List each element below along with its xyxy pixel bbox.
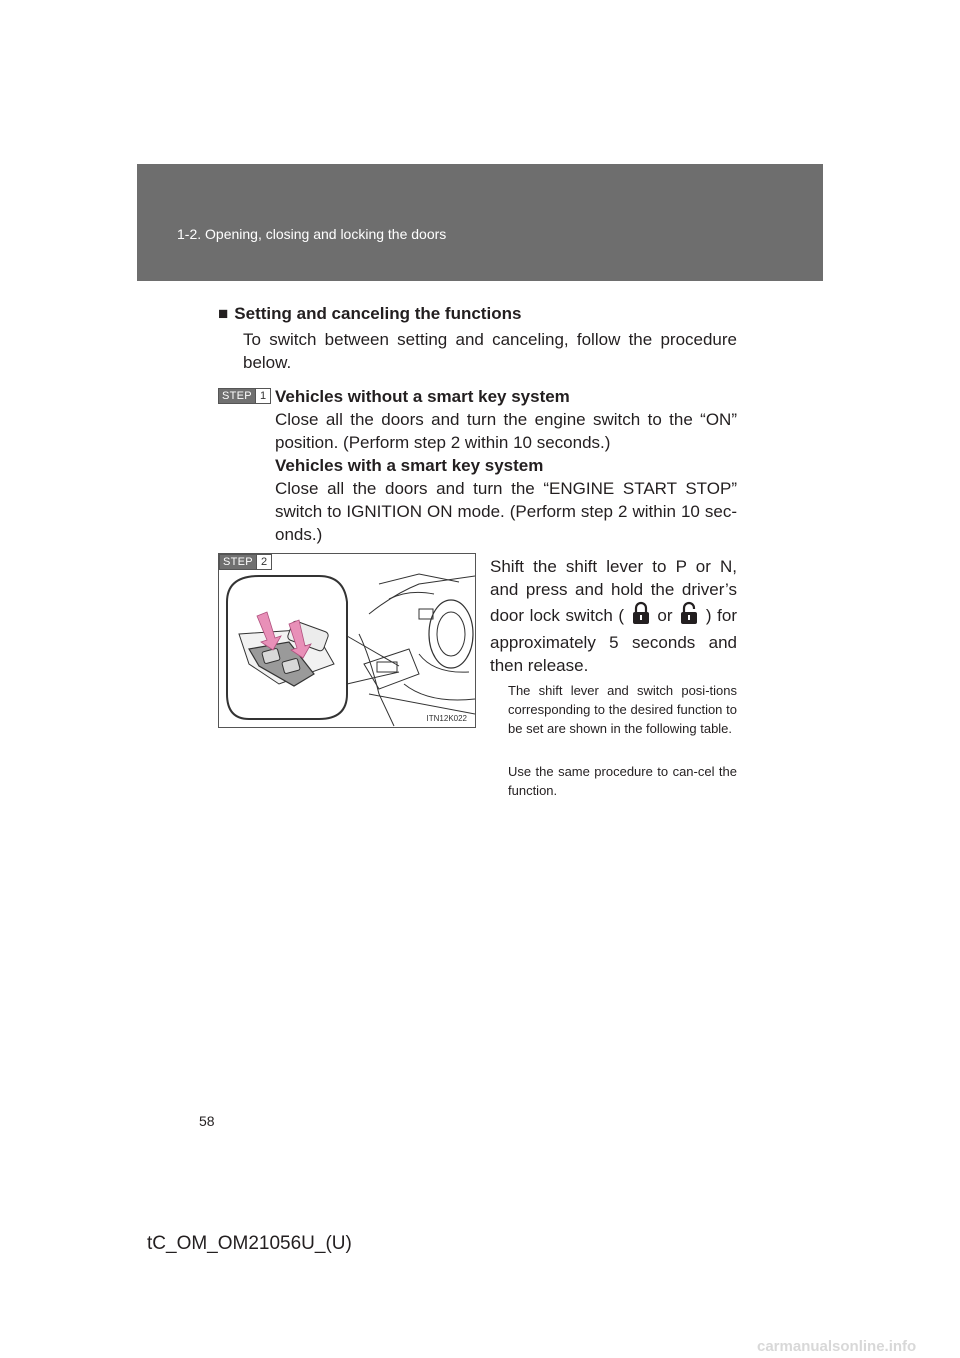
header-band (137, 164, 823, 281)
lock-closed-icon (630, 601, 652, 631)
step-1-badge-label: STEP (219, 389, 255, 403)
step-1-badge (218, 388, 271, 404)
step-1-text-a: Close all the doors and turn the engine switch to the “ON” position. (Perform step 2 within 10 seconds.) (275, 410, 737, 452)
step-2-badge-label: STEP (220, 555, 256, 569)
step-2-note-1: The shift lever and switch posi-tions corresponding to the desired function to be set are shown in the following table. (508, 683, 737, 736)
door-lock-switch-illustration (218, 553, 476, 728)
section-title-text: Setting and canceling the functions (234, 304, 522, 323)
lock-open-icon (678, 601, 700, 631)
breadcrumb: 1-2. Opening, closing and locking the doors (177, 226, 447, 242)
section-intro: To switch between setting and canceling, follow the procedure below. (243, 330, 737, 372)
page-number: 58 (199, 1113, 215, 1129)
illustration-drawing (219, 554, 475, 727)
figure-code: ITN12K022 (426, 714, 467, 723)
step-1-text-b: Close all the doors and turn the “ENGINE START STOP” switch to IGNITION ON mode. (Perform step 2 within 10 sec-onds.) (275, 479, 737, 544)
section-title (218, 304, 521, 324)
step-2-text (490, 555, 737, 677)
step-1-heading-b: Vehicles with a smart key system (275, 456, 544, 475)
step-2-text-part2: ) for approximately 5 seconds and then release. (490, 606, 737, 675)
watermark: carmanualsonline.info (757, 1338, 917, 1355)
step-2-badge-number: 2 (256, 555, 271, 569)
section-marker: ■ (218, 304, 229, 323)
document-code: tC_OM_OM21056U_(U) (147, 1233, 352, 1254)
step-2-note-2: Use the same procedure to can-cel the function. (508, 764, 737, 798)
step-1-heading-a: Vehicles without a smart key system (275, 387, 570, 406)
step-1-badge-number: 1 (255, 389, 270, 403)
step-2-text-part1: Shift the shift lever to P or N, and press and hold the driver’s door lock switch ( (490, 557, 737, 625)
step-2-text-or: or (657, 606, 673, 625)
